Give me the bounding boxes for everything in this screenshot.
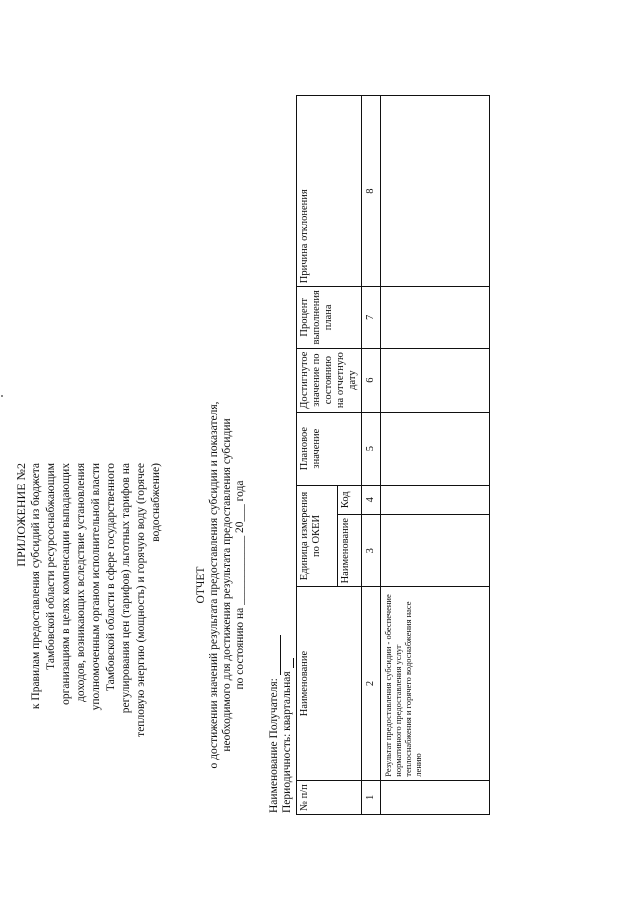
row-unit-code bbox=[381, 485, 490, 514]
column-number: 1 bbox=[362, 780, 381, 814]
appendix-line: Тамбовской области в сфере государственного bbox=[105, 463, 117, 692]
row-percent bbox=[381, 287, 490, 348]
header-percent: Процент выполнения плана bbox=[297, 287, 362, 348]
header-plan: Плановое значение bbox=[297, 412, 362, 485]
row-achieved bbox=[381, 348, 490, 412]
appendix-line: доходов, возникающих вследствие установления bbox=[75, 463, 87, 702]
report-title: ОТЧЕТ bbox=[195, 566, 207, 604]
row-unit-name bbox=[381, 514, 490, 586]
periodicity-label: Периодичность: bbox=[281, 733, 293, 813]
row-plan bbox=[381, 412, 490, 485]
column-number: 7 bbox=[362, 287, 381, 348]
appendix-line: тепловую энергию (мощность) и горячую воду (горячее bbox=[135, 463, 147, 737]
appendix-line: регулирования цен (тарифов) льготных тарифов на bbox=[120, 463, 132, 714]
appendix-title: ПРИЛОЖЕНИЕ №2 bbox=[14, 463, 28, 567]
report-table bbox=[296, 95, 490, 815]
row-reason bbox=[381, 96, 490, 287]
column-number: 5 bbox=[362, 412, 381, 485]
row-num bbox=[381, 780, 490, 814]
appendix-line: водоснабжение) bbox=[150, 463, 162, 542]
report-subtitle-line: о достижении значений результата предоставления субсидии и показателя, bbox=[208, 401, 220, 769]
column-number: 6 bbox=[362, 348, 381, 412]
periodicity-blank bbox=[293, 658, 294, 668]
header-achieved: Достигнутое значение по состоянию на отчетную дату bbox=[297, 348, 362, 412]
table-row bbox=[381, 96, 490, 815]
column-number-row bbox=[362, 96, 381, 815]
report-date-line: по состоянию на ____________ 20___ года bbox=[234, 480, 246, 690]
column-number: 4 bbox=[362, 485, 381, 514]
header-name: Наименование bbox=[297, 587, 362, 780]
header-unit-name: Наименование bbox=[337, 514, 361, 586]
recipient-label: Наименование Получателя: bbox=[268, 678, 280, 813]
header-reason: Причина отклонения bbox=[297, 96, 362, 287]
report-meta bbox=[268, 635, 294, 813]
periodicity-value: квартальная bbox=[281, 671, 293, 731]
column-number: 8 bbox=[362, 96, 381, 287]
header-num: № п/п bbox=[297, 780, 362, 814]
report-subtitle-line: необходимого для достижения результата предоставления субсидии bbox=[221, 418, 233, 752]
report-heading bbox=[195, 265, 247, 905]
appendix-line: к Правилам предоставления субсидий из бюджета bbox=[30, 463, 42, 710]
appendix-block bbox=[14, 463, 164, 763]
appendix-line: организациям в целях компенсации выпадающих bbox=[60, 463, 72, 705]
column-number: 3 bbox=[362, 514, 381, 586]
header-unit: Единица измерения по ОКЕИ bbox=[297, 485, 338, 587]
column-number: 2 bbox=[362, 587, 381, 780]
appendix-line: уполномоченным органом исполнительной власти bbox=[90, 463, 102, 711]
appendix-line: Тамбовской области ресурсоснабжающим bbox=[45, 463, 57, 670]
row-name: Результат предоставления субсидии - обеспечение нормативного предоставления услуг теплоснабжения и горячего водоснабжения насе лению bbox=[381, 587, 490, 780]
header-unit-code: Код bbox=[337, 485, 361, 514]
